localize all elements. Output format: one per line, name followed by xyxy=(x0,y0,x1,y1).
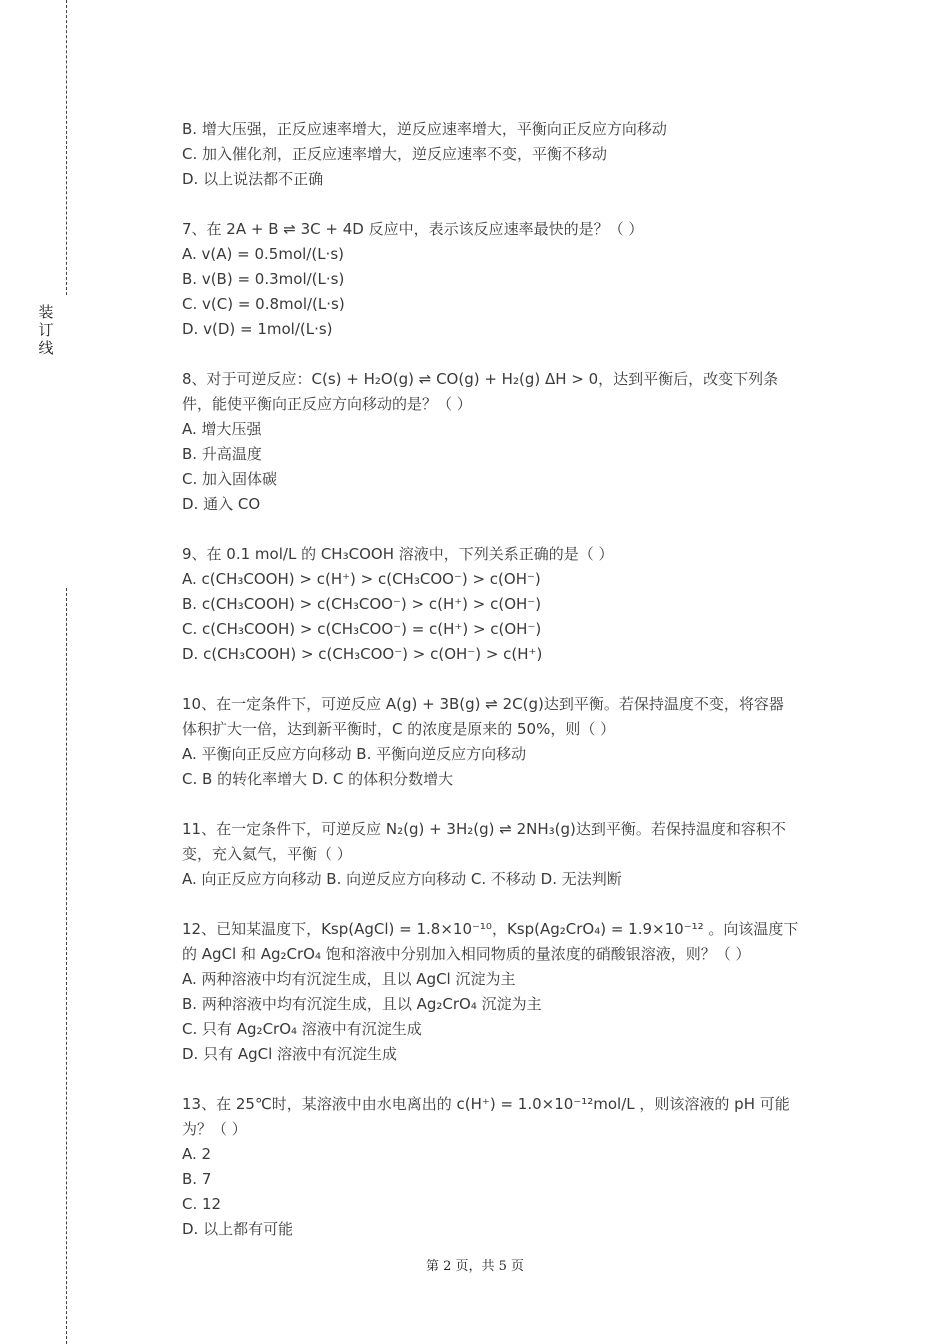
binding-char: 线 xyxy=(38,339,54,357)
binding-line-label xyxy=(37,303,55,357)
binding-dashed-line-top xyxy=(66,0,67,295)
text-line: D. 只有 AgCl 溶液中有沉淀生成 xyxy=(182,1045,398,1063)
text-line: 的 AgCl 和 Ag₂CrO₄ 饱和溶液中分别加入相同物质的量浓度的硝酸银溶液，则？（ ） xyxy=(182,945,751,963)
paragraph-gap xyxy=(182,1067,838,1092)
text-line: 13、在 25℃时，某溶液中由水电离出的 c(H⁺) = 1.0×10⁻¹²mol/L ，则该溶液的 pH 可能 xyxy=(182,1095,790,1113)
binding-dashed-line-bottom xyxy=(66,588,67,1344)
paragraph-gap xyxy=(182,517,838,542)
text-line: 11、在一定条件下，可逆反应 N₂(g) + 3H₂(g) ⇌ 2NH₃(g)达到平衡。若保持温度和容积不 xyxy=(182,820,786,838)
text-line: D. 通入 CO xyxy=(182,495,261,513)
text-line: 10、在一定条件下，可逆反应 A(g) + 3B(g) ⇌ 2C(g)达到平衡。若保持温度不变，将容器 xyxy=(182,695,784,713)
text-line: D. 以上说法都不正确 xyxy=(182,170,324,188)
page-number-footer: 第 2 页，共 5 页 xyxy=(425,1259,525,1274)
text-line: C. 加入催化剂，正反应速率增大，逆反应速率不变，平衡不移动 xyxy=(182,145,608,163)
text-line: A. v(A) = 0.5mol/(L·s) xyxy=(182,245,344,263)
text-line: B. v(B) = 0.3mol/(L·s) xyxy=(182,270,345,288)
text-line: D. v(D) = 1mol/(L·s) xyxy=(182,320,333,338)
text-line: C. v(C) = 0.8mol/(L·s) xyxy=(182,295,345,313)
text-line: C. B 的转化率增大 D. C 的体积分数增大 xyxy=(182,770,454,788)
text-line: A. 平衡向正反应方向移动 B. 平衡向逆反应方向移动 xyxy=(182,745,527,763)
binding-char: 订 xyxy=(38,321,54,339)
paragraph-gap xyxy=(182,342,838,367)
text-line: C. 12 xyxy=(182,1195,222,1213)
text-line: 变，充入氦气，平衡（ ） xyxy=(182,845,352,863)
text-line: 8、对于可逆反应：C(s) + H₂O(g) ⇌ CO(g) + H₂(g) ΔH > 0，达到平衡后，改变下列条 xyxy=(182,370,779,388)
text-line: B. 升高温度 xyxy=(182,445,262,463)
text-line: 12、已知某温度下，Ksp(AgCl) = 1.8×10⁻¹⁰，Ksp(Ag₂CrO₄) = 1.9×10⁻¹² 。向该温度下 xyxy=(182,920,799,938)
text-line: 7、在 2A + B ⇌ 3C + 4D 反应中，表示该反应速率最快的是？（ ） xyxy=(182,220,644,238)
text-line: C. 加入固体碳 xyxy=(182,470,278,488)
text-line: B. 7 xyxy=(182,1170,212,1188)
paragraph-gap xyxy=(182,667,838,692)
binding-char: 装 xyxy=(38,303,54,321)
question-content xyxy=(182,117,838,1242)
paragraph-gap xyxy=(182,792,838,817)
text-line: D. 以上都有可能 xyxy=(182,1220,294,1238)
text-line: 件，能使平衡向正反应方向移动的是？（ ） xyxy=(182,395,472,413)
text-line: D. c(CH₃COOH) > c(CH₃COO⁻) > c(OH⁻) > c(H⁺) xyxy=(182,645,543,663)
text-line: A. 2 xyxy=(182,1145,212,1163)
text-line: 为？（ ） xyxy=(182,1120,247,1138)
text-line: 体积扩大一倍，达到新平衡时，C 的浓度是原来的 50%，则（ ） xyxy=(182,720,616,738)
text-line: B. 两种溶液中均有沉淀生成，且以 Ag₂CrO₄ 沉淀为主 xyxy=(182,995,542,1013)
paragraph-gap xyxy=(182,892,838,917)
paragraph-gap xyxy=(182,192,838,217)
text-line: A. 向正反应方向移动 B. 向逆反应方向移动 C. 不移动 D. 无法判断 xyxy=(182,870,622,888)
text-line: B. c(CH₃COOH) > c(CH₃COO⁻) > c(H⁺) > c(OH⁻) xyxy=(182,595,542,613)
text-line: 9、在 0.1 mol/L 的 CH₃COOH 溶液中，下列关系正确的是（ ） xyxy=(182,545,614,563)
text-line: C. 只有 Ag₂CrO₄ 溶液中有沉淀生成 xyxy=(182,1020,422,1038)
text-line: A. c(CH₃COOH) > c(H⁺) > c(CH₃COO⁻) > c(OH⁻) xyxy=(182,570,541,588)
text-line: B. 增大压强，正反应速率增大，逆反应速率增大，平衡向正反应方向移动 xyxy=(182,120,667,138)
text-line: A. 两种溶液中均有沉淀生成，且以 AgCl 沉淀为主 xyxy=(182,970,516,988)
text-line: C. c(CH₃COOH) > c(CH₃COO⁻) = c(H⁺) > c(OH⁻) xyxy=(182,620,542,638)
text-line: A. 增大压强 xyxy=(182,420,262,438)
